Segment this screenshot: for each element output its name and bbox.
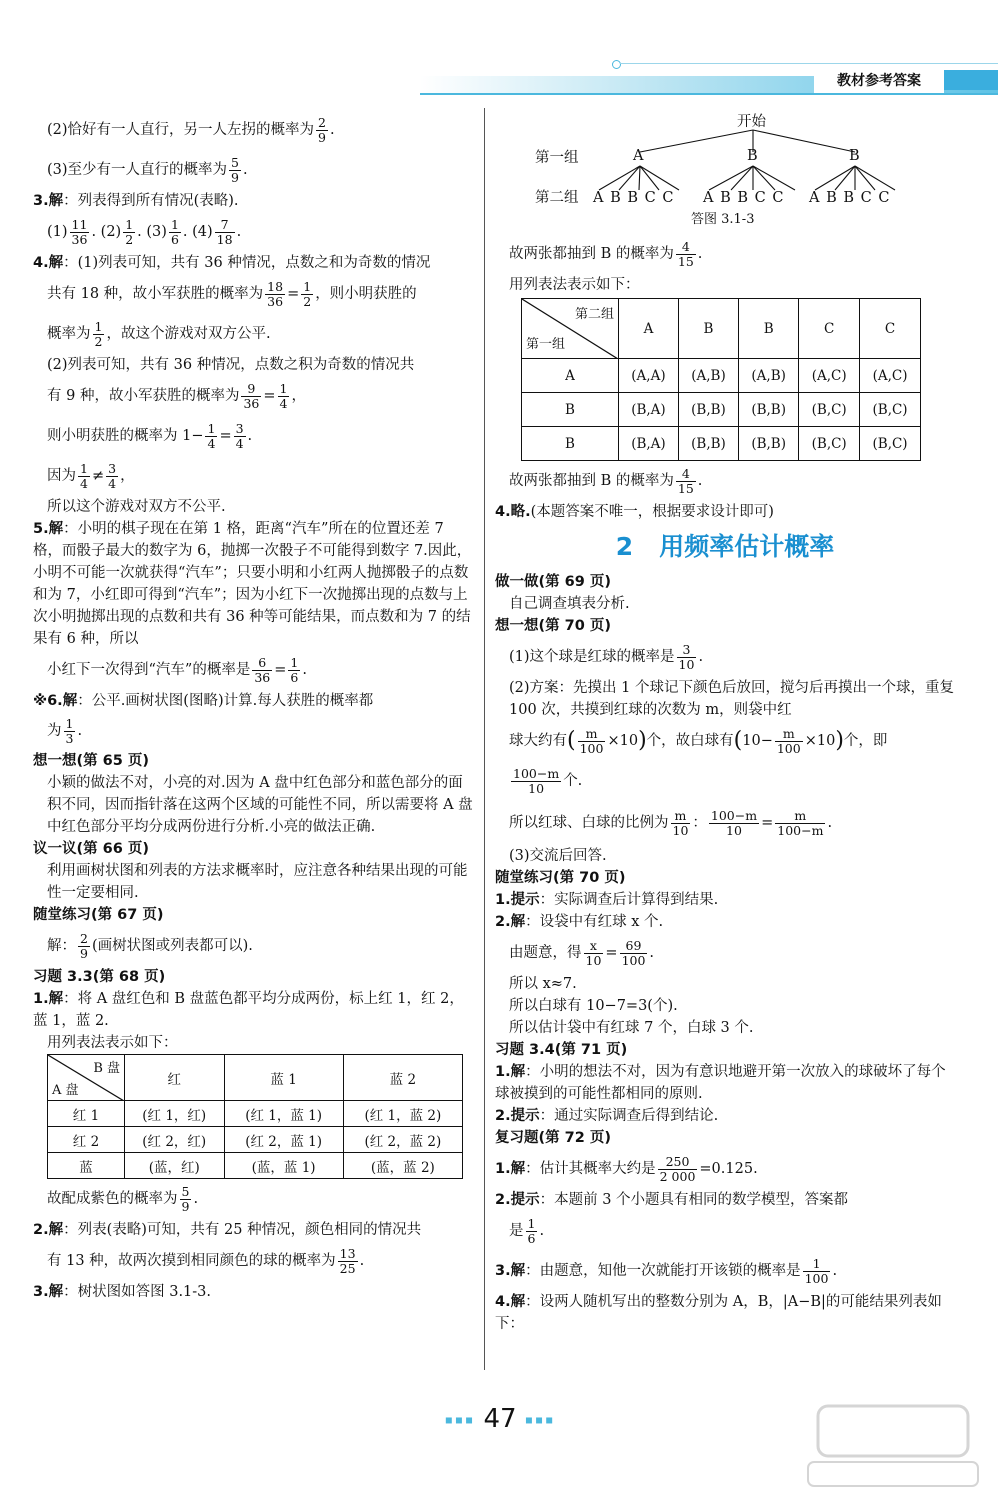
question-4: 4.解：(1)列表可知，共有 36 种情况，点数之和为奇数的情况 <box>33 255 431 271</box>
question-6: ※6.解：公平.画树状图(图略)计算.每人获胜的概率都 <box>33 693 374 709</box>
h1-result: 故配成紫色的概率为 $\frac{5}{9}$ . <box>47 1183 199 1214</box>
heading-xiti-3-4: 习题 3.4(第 71 页) <box>495 1042 628 1058</box>
tree-diagram <box>495 110 955 234</box>
h34-question-2: 2.提示：通过实际调查后得到结论. <box>495 1108 719 1124</box>
header-tail-block <box>944 70 998 90</box>
table-result: 故两张都抽到 B 的概率为 $\frac{4}{15}$ . <box>509 465 703 496</box>
heading-yiyiyi-66: 议一议(第 66 页) <box>33 841 150 857</box>
q4-line: (2)列表可知，共有 36 种情况，点数之积为奇数的情况共 <box>47 357 415 373</box>
column-divider <box>484 108 485 1370</box>
header-title: 教材参考答案 <box>814 69 944 93</box>
f72-question-1: 1.解：估计其概率大约是 $\frac{250}{2 000}$ =0.125. <box>495 1153 758 1184</box>
q4-line: 所以这个游戏对双方不公平. <box>47 499 226 515</box>
col-header: 红 <box>125 1055 225 1101</box>
answer-line: (3)至少有一人直行的概率为 $\frac{5}{9}$ . <box>47 154 248 185</box>
table-row: B (B,A) (B,B) (B,B) (B,C) (B,C) <box>522 393 921 427</box>
fraction: $\frac{5}{9}$ <box>231 154 239 185</box>
tree-leaves: A B B C C <box>703 190 785 206</box>
tree-result: 故两张都抽到 B 的概率为 $\frac{4}{15}$ . <box>509 238 703 269</box>
watermark-logo <box>798 1400 988 1490</box>
col-header: A <box>619 299 679 359</box>
table-color-pairs <box>47 1054 463 1179</box>
q4-line: 概率为 $\frac{1}{2}$ ，故这个游戏对双方公平. <box>47 318 271 349</box>
table-row: B (B,A) (B,B) (B,B) (B,C) (B,C) <box>522 427 921 461</box>
s70-question-2: 2.解：设袋中有红球 x 个. <box>495 914 664 930</box>
h33-question-3: 3.解：树状图如答图 3.1-3. <box>33 1284 212 1300</box>
q5-line: 小红下一次得到“汽车”的概率是 $\frac{6}{36}$ = $\frac{1}{6}$ . <box>47 654 307 685</box>
x70-line: (1)这个球是红球的概率是 $\frac{3}{10}$ . <box>509 641 704 672</box>
f72-question-4: 4.解：设两人随机写出的整数分别为 A，B，|A−B|的可能结果列表如下： <box>495 1294 942 1332</box>
paragraph: 小颖的做法不对，小亮的对.因为 A 盘中红色部分和蓝色部分的面积不同，因而指针落在这两个区域的可能性不同，所以需要将 A 盘中红色部分平均分成两份进行分析.小亮的做法正确. <box>47 775 473 835</box>
s67-answer: 解： $\frac{2}{9}$ (画树状图或列表都可以). <box>47 930 253 961</box>
table-row: A (A,A) (A,B) (A,B) (A,C) (A,C) <box>522 359 921 393</box>
tree-node: B <box>747 148 758 164</box>
page-number-deco: ▪▪▪ <box>524 1412 556 1427</box>
col-header: B <box>739 299 799 359</box>
answer-line: (2)恰好有一人直行，另一人左拐的概率为 $\frac{2}{9}$ . <box>47 114 335 145</box>
q4-line: 共有 18 种，故小军获胜的概率为 $\frac{18}{36}$ = $\frac{1}{2}$ ，则小明获胜的 <box>47 278 417 309</box>
text: (3)至少有一人直行的概率为 <box>47 162 228 178</box>
header-dot <box>612 60 621 69</box>
tree-node: A <box>633 148 644 164</box>
f2-line: 是 $\frac{1}{6}$ . <box>509 1215 545 1246</box>
table-row: 红 1 (红 1，红) (红 1，蓝 1) (红 1，蓝 2) <box>48 1101 463 1127</box>
header-thin-line <box>620 63 998 64</box>
tree-group2-label: 第二组 <box>535 190 579 206</box>
heading-xiangyixiang-65: 想一想(第 65 页) <box>33 753 150 769</box>
tree-group1-label: 第一组 <box>535 150 579 166</box>
table-row: 红 2 (红 2，红) (红 2，蓝 1) (红 2，蓝 2) <box>48 1127 463 1153</box>
f72-question-2: 2.提示：本题前 3 个小题具有相同的数学模型，答案都 <box>495 1192 849 1208</box>
h33-question-2: 2.解：列表(表略)可知，共有 25 种情况，颜色相同的情况共 <box>33 1222 422 1238</box>
table-card-pairs <box>521 298 921 461</box>
col-header: C <box>860 299 921 359</box>
q4-line: 有 9 种，故小军获胜的概率为 $\frac{9}{36}$ = $\frac{1}{4}$ ， <box>47 380 306 411</box>
question-3: 3.解：列表得到所有情况(表略). <box>33 193 239 209</box>
h2-result: 有 13 种，故两次摸到相同颜色的球的概率为 $\frac{13}{25}$ . <box>47 1245 365 1276</box>
col-header: 蓝 2 <box>343 1055 462 1101</box>
table-corner: 第二组 第一组 <box>522 299 619 359</box>
col-header: C <box>799 299 860 359</box>
x70-line: 球大约有( $\frac{m}{100}$ ×10)个，故白球有(10− $\frac{m}{100}$ ×10)个，即 <box>509 725 888 756</box>
col-header: B <box>678 299 738 359</box>
tree-leaves: A B B C C <box>809 190 891 206</box>
tree-start: 开始 <box>737 114 766 130</box>
f72-question-3: 3.解：由题意，知他一次就能打开该锁的概率是 $\frac{1}{100}$ . <box>495 1255 838 1286</box>
heading-fuxiti-72: 复习题(第 72 页) <box>495 1130 612 1146</box>
paragraph: 所以白球有 10−7=3(个). <box>509 998 678 1014</box>
paragraph: 用列表法表示如下： <box>509 277 640 293</box>
q4-line: 因为 $\frac{1}{4}$ ≠ $\frac{3}{4}$ ， <box>47 460 135 491</box>
header-rule <box>420 93 998 95</box>
heading-xiangyixiang-70: 想一想(第 70 页) <box>495 618 612 634</box>
heading-zuoyizuo-69: 做一做(第 69 页) <box>495 574 612 590</box>
question-5: 5.解：小明的棋子现在在第 1 格，距离“汽车”所在的位置还差 7 格，而骰子最大的数字为 6，抛掷一次骰子不可能得到数字 7.因此，小明不可能一次就获得“汽车”；只要小明和小红两人抛掷骰子的点数和为 7，小红即可得到“汽车”；因为小红下一次抛掷出现的点数与上次小明抛掷出现的点数和共有 36 种等可能结果，而点数和为 7 的结果有 6 种，所以 <box>33 521 472 647</box>
q3-answers: (1) $\frac{11}{36}$ . (2) $\frac{1}{2}$ . (3) $\frac{1}{6}$ . (4) $\frac{7}{18}$ . <box>47 216 242 247</box>
heading-suitang-70: 随堂练习(第 70 页) <box>495 870 626 886</box>
right-column <box>495 110 955 1335</box>
paragraph: (2)方案：先摸出 1 个球记下颜色后放回，搅匀后再摸出一个球，重复 100 次，共摸到红球的次数为 m，则袋中红 <box>509 680 954 718</box>
text: (2)恰好有一人直行，另一人左拐的概率为 <box>47 122 315 138</box>
tree-caption: 答图 3.1-3 <box>691 212 755 227</box>
paragraph: 用列表法表示如下： <box>47 1035 178 1051</box>
fraction: $\frac{2}{9}$ <box>318 114 326 145</box>
x70-line: $\frac{100-m}{10}$ 个. <box>513 765 583 796</box>
tree-leaves: A B B C C <box>593 190 675 206</box>
q4-line: 则小明获胜的概率为 1− $\frac{1}{4}$ = $\frac{3}{4}$ . <box>47 420 253 451</box>
page-number-deco: ▪▪▪ <box>444 1412 476 1427</box>
section-title: 2 用频率估计概率 <box>615 532 835 561</box>
heading-suitang-67: 随堂练习(第 67 页) <box>33 907 164 923</box>
q6-line: 为 $\frac{1}{3}$ . <box>47 715 83 746</box>
table-corner: B 盘 A 盘 <box>48 1055 125 1101</box>
tree-node: B <box>849 148 860 164</box>
table-row: 蓝 (蓝，红) (蓝，蓝 1) (蓝，蓝 2) <box>48 1153 463 1179</box>
h34-question-1: 1.解：小明的想法不对，因为有意识地避开第一次放入的球破坏了每个球被摸到的可能性都相同的原则. <box>495 1064 946 1102</box>
question-4-note: 4.略.(本题答案不唯一，根据要求设计即可) <box>495 504 774 520</box>
paragraph: 利用画树状图和列表的方法求概率时，应注意各种结果出现的可能性一定要相同. <box>47 863 468 901</box>
paragraph: (3)交流后回答. <box>509 848 607 864</box>
s70-question-1: 1.提示：实际调查后计算得到结果. <box>495 892 719 908</box>
heading-xiti-3-3: 习题 3.3(第 68 页) <box>33 969 166 985</box>
paragraph: 所以 x≈7. <box>509 976 577 992</box>
h33-question-1: 1.解：将 A 盘红色和 B 盘蓝色都平均分成两份，标上红 1，红 2，蓝 1，蓝 2. <box>33 991 464 1029</box>
paragraph: 所以估计袋中有红球 7 个，白球 3 个. <box>509 1020 754 1036</box>
s2-line: 由题意，得 $\frac{x}{10}$ = $\frac{69}{100}$ . <box>509 937 655 968</box>
paragraph: 自己调查填表分析. <box>509 596 630 612</box>
col-header: 蓝 1 <box>224 1055 343 1101</box>
left-column <box>33 110 473 1303</box>
x70-line: 所以红球、白球的比例为 $\frac{m}{10}$ ： $\frac{100-m}{10}$ = $\frac{m}{100-m}$ . <box>509 807 833 838</box>
page-number-value: 47 <box>483 1404 517 1434</box>
